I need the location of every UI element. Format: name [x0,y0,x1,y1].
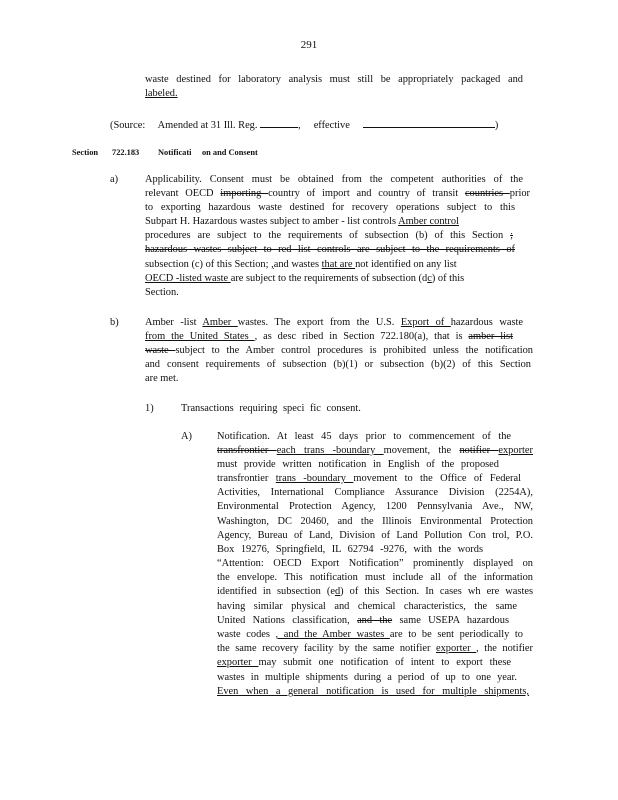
para-b-marker: b) [110,317,119,328]
page-number: 291 [300,39,318,51]
item-a-line: Even when a general notification is used for multiple shipments, [217,686,529,697]
item-a-line: United Nations classification, and the same USEPA hazardous [217,615,509,626]
item-a-line: Agency, Bureau of Land, Division of Land Pollution Con trol, P.O. [217,530,533,541]
item-a-line: exporter may submit one notification of intent to export these [217,657,511,668]
source-comma: , [298,120,301,131]
item-a-line: transfrontier trans -boundary movement to the Office of Federal [217,473,521,484]
para-a-line: subsection (c) of this Section; ,and wastes that are not identified on any list [145,259,457,270]
para-a-line: procedures are subject to the requirements of subsection (b) of this Section ; [145,230,513,241]
para-a-line: Subpart H. Hazardous wastes subject to amber - list controls Amber control [145,216,459,227]
item-1-marker: 1) [145,403,154,414]
item-a-line: Activities, International Compliance Assurance Division (2254A), [217,487,533,498]
item-a-line: Box 19276, Springfield, IL 62794 -9276, with the words [217,544,483,555]
source-label: (Source: [110,120,146,131]
para-a-line: relevant OECD importing country of import and country of transit countries prior [145,188,530,199]
source-effective: effective [313,120,350,131]
item-a-line: Environmental Protection Agency, 1200 Pennsylvania Ave., NW, [217,501,533,512]
para-a-line: Section. [145,287,179,298]
para-b-line: from the United States , as desc ribed in Section 722.180(a), that is amber list [145,331,513,342]
item-a-line: the envelope. This notification must include all of the information [217,572,533,583]
source-note [110,117,498,133]
para-b-line: Amber -list Amber wastes. The export from the U.S. Export of hazardous waste [145,317,523,328]
section-title-part: Notificati [158,148,192,157]
item-a-line: wastes in multiple shipments during a period of up to one year. [217,672,517,683]
item-a-line: “Attention: OECD Export Notification” prominently displayed on [217,558,533,569]
intro-line: waste destined for laboratory analysis must still be appropriately packaged and [145,74,523,85]
para-a-line: hazardous wastes subject to red list controls are subject to the requirements of [145,244,515,255]
item-a-line: Notification. At least 45 days prior to commencement of the [217,431,511,442]
item-a-line: must provide written notification in English of the proposed [217,459,499,470]
section-label: Section [72,148,99,157]
para-a-line: to exporting hazardous waste destined for recovery operations subject to this [145,202,515,213]
para-a-marker: a) [110,174,119,185]
para-b-line: are met. [145,373,179,384]
blank-line [363,117,495,128]
para-a-line: Applicability. Consent must be obtained from the competent authorities of the [145,174,523,185]
item-a-line: Washington, DC 20460, and the Illinois Environmental Protection [217,516,533,527]
para-b-line: waste subject to the Amber control procedures is prohibited unless the notification [145,345,533,356]
item-a-line: waste codes , and the Amber wastes are to be sent periodically to [217,629,523,640]
item-a-line: transfrontier each trans -boundary movement, the notifier exporter [217,445,533,456]
source-text: Amended at 31 Ill. Reg. [157,120,258,131]
item-a-line: identified in subsection (ed) of this Section. In cases wh ere wastes [217,586,533,597]
source-close: ) [494,120,499,131]
item-a-marker: A) [181,431,192,442]
item-1-text: Transactions requiring speci fic consent. [181,403,361,414]
blank-line [260,117,298,128]
section-title-part: on and Consent [201,148,258,157]
para-b-line: and consent requirements of subsection (b)(1) or subsection (b)(2) of this Section [145,359,531,370]
item-a-line: the same recovery facility by the same notifier exporter , the notifier [217,643,533,654]
section-title [158,146,258,160]
para-a-line: OECD -listed waste are subject to the requirements of subsection (dc) of this [145,273,465,284]
item-a-line: having similar physical and chemical characteristics, the same [217,601,517,612]
section-number: 722.183 [112,148,140,157]
intro-line: labeled. [145,88,178,99]
